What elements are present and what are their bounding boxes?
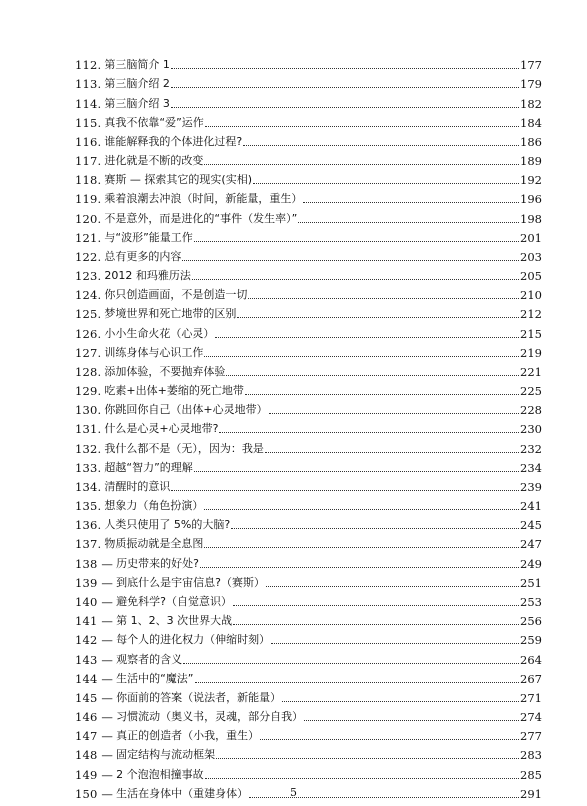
- toc-entry[interactable]: [75, 532, 542, 551]
- toc-entry-title: 训练身体与心识工作: [104, 345, 204, 359]
- toc-entry-title: 你面前的答案（说法者，新能量）: [116, 690, 282, 704]
- dot-leader: [265, 451, 519, 453]
- toc-entry-page: 241: [520, 499, 542, 514]
- dot-leader: [303, 201, 519, 203]
- dot-leader: [194, 240, 519, 242]
- toc-entry-number: 127.: [75, 345, 102, 360]
- toc-entry-title: 每个人的进化权力（伸缩时刻）: [116, 633, 271, 647]
- toc-entry-page: 271: [520, 690, 542, 705]
- toc-entry-number: 126.: [75, 326, 102, 341]
- dot-leader: [253, 182, 519, 184]
- toc-entry-page: 274: [520, 710, 542, 725]
- dot-leader: [195, 681, 520, 683]
- dot-leader: [233, 604, 519, 606]
- page-number: 5: [290, 786, 297, 799]
- toc-entry[interactable]: [75, 609, 542, 628]
- dot-leader: [204, 508, 519, 510]
- toc-entry-page: 239: [520, 479, 542, 494]
- toc-entry-page: 212: [520, 307, 542, 322]
- toc-entry-title: 你跳回你自己（出体+心灵地带）: [104, 403, 268, 417]
- toc-entry[interactable]: [75, 379, 542, 398]
- toc-entry[interactable]: [75, 149, 542, 168]
- toc-entry-page: 205: [520, 269, 542, 284]
- toc-entry-title: 2 个泡泡相撞事故: [116, 767, 204, 781]
- toc-entry-number: 150 —: [75, 786, 114, 801]
- dot-leader: [204, 163, 519, 165]
- dot-leader: [204, 355, 519, 357]
- toc-entry-page: 251: [520, 575, 542, 590]
- toc-entry[interactable]: [75, 475, 542, 494]
- toc-entry-page: 203: [520, 249, 542, 264]
- toc-entry-page: 184: [520, 115, 542, 130]
- toc-entry-title: 第三脑简介 1: [104, 58, 170, 72]
- dot-leader: [298, 221, 519, 223]
- toc-entry[interactable]: [75, 226, 542, 245]
- dot-leader: [171, 67, 519, 69]
- toc-entry-number: 148 —: [75, 748, 114, 763]
- toc-entry-page: 285: [520, 767, 542, 782]
- toc-entry-title: 避免科学?（自觉意识）: [116, 594, 232, 608]
- toc-entry-title: 超越“智力”的理解: [104, 460, 193, 474]
- toc-entry-number: 113.: [75, 77, 102, 92]
- toc-entry-title: 第三脑介绍 3: [104, 96, 170, 110]
- toc-entry[interactable]: [75, 341, 542, 360]
- toc-entry-title: 清醒时的意识: [104, 479, 171, 493]
- toc-entry-page: 256: [520, 614, 542, 629]
- toc-entry-page: 225: [520, 384, 542, 399]
- toc-entry-title: 进化就是不断的改变: [104, 154, 204, 168]
- toc-entry-title: 固定结构与流动框架: [116, 748, 216, 762]
- toc-entry-title: 观察者的含义: [116, 652, 183, 666]
- toc-entry-number: 121.: [75, 230, 102, 245]
- toc-entry[interactable]: [75, 187, 542, 206]
- toc-entry-page: 201: [520, 230, 542, 245]
- toc-entry-title: 生活在身体中（重建身体）: [116, 786, 249, 800]
- toc-entry[interactable]: [75, 245, 542, 264]
- toc-entry-page: 215: [520, 326, 542, 341]
- toc-entry-title: 乘着浪潮去冲浪（时间，新能量，重生）: [104, 192, 303, 206]
- toc-entry-title: 什么是心灵+心灵地带?: [104, 422, 219, 436]
- toc-entry-title: 第 1、2、3 次世界大战: [116, 614, 233, 628]
- toc-entry-title: 你只创造画面，不是创造一切: [104, 288, 248, 302]
- toc-entry-page: 177: [520, 58, 542, 73]
- dot-leader: [231, 527, 519, 529]
- dot-leader: [304, 719, 519, 721]
- toc-entry[interactable]: [75, 283, 542, 302]
- toc-entry-number: 123.: [75, 269, 102, 284]
- toc-entry-page: 192: [520, 173, 542, 188]
- toc-entry-number: 133.: [75, 460, 102, 475]
- toc-entry-title: 2012 和玛雅历法: [104, 269, 191, 283]
- toc-entry-number: 129.: [75, 384, 102, 399]
- toc-entry-number: 146 —: [75, 710, 114, 725]
- toc-entry-title: 物质振动就是全息图: [104, 537, 204, 551]
- toc-entry-title: 第三脑介绍 2: [104, 77, 170, 91]
- toc-entry-page: 189: [520, 154, 542, 169]
- toc-entry[interactable]: [75, 168, 542, 187]
- toc-entry-number: 145 —: [75, 690, 114, 705]
- toc-entry-number: 142 —: [75, 633, 114, 648]
- toc-entry[interactable]: [75, 206, 542, 225]
- toc-entry[interactable]: [75, 302, 542, 321]
- dot-leader: [245, 393, 519, 395]
- toc-entry[interactable]: [75, 551, 542, 570]
- toc-entry-title: 赛斯 — 探索其它的现实(实相): [104, 173, 252, 187]
- toc-entry-number: 132.: [75, 441, 102, 456]
- toc-entry-number: 118.: [75, 173, 102, 188]
- toc-entry-page: 182: [520, 96, 542, 111]
- dot-leader: [248, 297, 519, 299]
- dot-leader: [171, 106, 519, 108]
- toc-entry-page: 230: [520, 422, 542, 437]
- toc-entry-title: 想象力（角色扮演）: [104, 499, 204, 513]
- toc-entry-number: 134.: [75, 479, 102, 494]
- toc-entry[interactable]: [75, 494, 542, 513]
- toc-entry-page: 186: [520, 134, 542, 149]
- dot-leader: [205, 777, 519, 779]
- toc-entry-page: 228: [520, 403, 542, 418]
- toc-entry-title: 总有更多的内容: [104, 249, 182, 263]
- toc-entry-title: 历史带来的好处?: [116, 556, 199, 570]
- dot-leader: [182, 259, 519, 261]
- toc-entry[interactable]: [75, 628, 542, 647]
- toc-entry-page: 264: [520, 652, 542, 667]
- dot-leader: [269, 412, 519, 414]
- toc-entry-page: 219: [520, 345, 542, 360]
- toc-entry[interactable]: [75, 436, 542, 455]
- toc-entry-page: 210: [520, 288, 542, 303]
- toc-entry-title: 真我不依靠“爱”运作: [104, 115, 204, 129]
- toc-entry-number: 120.: [75, 211, 102, 226]
- dot-leader: [260, 738, 519, 740]
- toc-entry[interactable]: [75, 667, 542, 686]
- toc-entry-number: 114.: [75, 96, 102, 111]
- toc-entry-page: 196: [520, 192, 542, 207]
- toc-entry-page: 232: [520, 441, 542, 456]
- toc-entry-page: 253: [520, 594, 542, 609]
- toc-entry-page: 259: [520, 633, 542, 648]
- toc-entry-number: 125.: [75, 307, 102, 322]
- toc-entry-number: 138 —: [75, 556, 114, 571]
- toc-entry-title: 不是意外，而是进化的“事件（发生率）”: [104, 211, 298, 225]
- dot-leader: [271, 642, 519, 644]
- toc-entry-number: 119.: [75, 192, 102, 207]
- toc-entry-title: 小小生命火花（心灵）: [104, 326, 215, 340]
- toc-entry[interactable]: [75, 72, 542, 91]
- toc-entry[interactable]: [75, 705, 542, 724]
- toc-entry-number: 122.: [75, 249, 102, 264]
- dot-leader: [192, 278, 519, 280]
- toc-entry-number: 135.: [75, 499, 102, 514]
- toc-entry-number: 136.: [75, 518, 102, 533]
- toc-entry-title: 谁能解释我的个体进化过程?: [104, 134, 243, 148]
- toc-entry-title: 我什么都不是（无），因为：我是: [104, 441, 264, 455]
- toc-entry-number: 112.: [75, 58, 102, 73]
- table-of-contents: [75, 53, 542, 801]
- toc-entry[interactable]: [75, 571, 542, 590]
- toc-entry-title: 人类只使用了 5%的大脑?: [104, 518, 231, 532]
- toc-entry-number: 116.: [75, 134, 102, 149]
- dot-leader: [237, 316, 519, 318]
- toc-entry-title: 吃素+出体+萎缩的死亡地带: [104, 384, 244, 398]
- dot-leader: [266, 585, 519, 587]
- toc-entry[interactable]: [75, 111, 542, 130]
- toc-entry[interactable]: [75, 686, 542, 705]
- toc-entry-number: 147 —: [75, 729, 114, 744]
- toc-entry[interactable]: [75, 91, 542, 110]
- toc-entry[interactable]: [75, 417, 542, 436]
- toc-entry-title: 添加体验，不要抛弃体验: [104, 364, 226, 378]
- dot-leader: [215, 336, 519, 338]
- toc-entry[interactable]: [75, 647, 542, 666]
- toc-entry[interactable]: [75, 590, 542, 609]
- toc-entry-number: 128.: [75, 364, 102, 379]
- toc-entry-title: 生活中的“魔法”: [116, 671, 194, 685]
- toc-entry-page: 247: [520, 537, 542, 552]
- toc-entry-title: 到底什么是宇宙信息?（赛斯）: [116, 575, 265, 589]
- toc-entry-page: 277: [520, 729, 542, 744]
- toc-entry[interactable]: [75, 321, 542, 340]
- toc-entry-title: 与“波形”能量工作: [104, 230, 193, 244]
- toc-entry-title: 真正的创造者（小我，重生）: [116, 729, 260, 743]
- toc-entry-page: 283: [520, 748, 542, 763]
- toc-entry-page: 221: [520, 364, 542, 379]
- dot-leader: [183, 662, 519, 664]
- toc-entry-number: 144 —: [75, 671, 114, 686]
- toc-entry-number: 143 —: [75, 652, 114, 667]
- toc-entry-page: 249: [520, 556, 542, 571]
- toc-entry-number: 149 —: [75, 767, 114, 782]
- toc-entry-title: 梦境世界和死亡地带的区别: [104, 307, 237, 321]
- dot-leader: [171, 86, 519, 88]
- toc-entry[interactable]: [75, 743, 542, 762]
- toc-entry[interactable]: [75, 398, 542, 417]
- toc-entry[interactable]: [75, 264, 542, 283]
- toc-entry-number: 139 —: [75, 575, 114, 590]
- dot-leader: [200, 566, 519, 568]
- toc-entry-page: 198: [520, 211, 542, 226]
- dot-leader: [219, 431, 519, 433]
- dot-leader: [204, 546, 519, 548]
- toc-entry-number: 130.: [75, 403, 102, 418]
- toc-entry-page: 179: [520, 77, 542, 92]
- toc-entry-page: 245: [520, 518, 542, 533]
- toc-entry-title: 习惯流动（奥义书，灵魂，部分自我）: [116, 710, 304, 724]
- toc-entry-number: 115.: [75, 115, 102, 130]
- toc-entry-page: 267: [520, 671, 542, 686]
- dot-leader: [282, 700, 519, 702]
- dot-leader: [171, 489, 519, 491]
- toc-entry[interactable]: [75, 360, 542, 379]
- toc-entry[interactable]: [75, 130, 542, 149]
- toc-entry-number: 141 —: [75, 614, 114, 629]
- toc-entry-number: 140 —: [75, 594, 114, 609]
- toc-entry-number: 117.: [75, 154, 102, 169]
- toc-entry-number: 124.: [75, 288, 102, 303]
- toc-entry[interactable]: [75, 456, 542, 475]
- dot-leader: [226, 374, 519, 376]
- toc-entry-number: 137.: [75, 537, 102, 552]
- toc-entry-page: 234: [520, 460, 542, 475]
- toc-entry[interactable]: [75, 513, 542, 532]
- dot-leader: [233, 623, 519, 625]
- toc-entry[interactable]: [75, 53, 542, 72]
- toc-entry[interactable]: [75, 762, 542, 781]
- dot-leader: [216, 757, 519, 759]
- toc-entry[interactable]: [75, 724, 542, 743]
- dot-leader: [243, 144, 519, 146]
- dot-leader: [205, 125, 519, 127]
- dot-leader: [194, 470, 519, 472]
- toc-entry-number: 131.: [75, 422, 102, 437]
- toc-entry-page: 291: [520, 786, 542, 801]
